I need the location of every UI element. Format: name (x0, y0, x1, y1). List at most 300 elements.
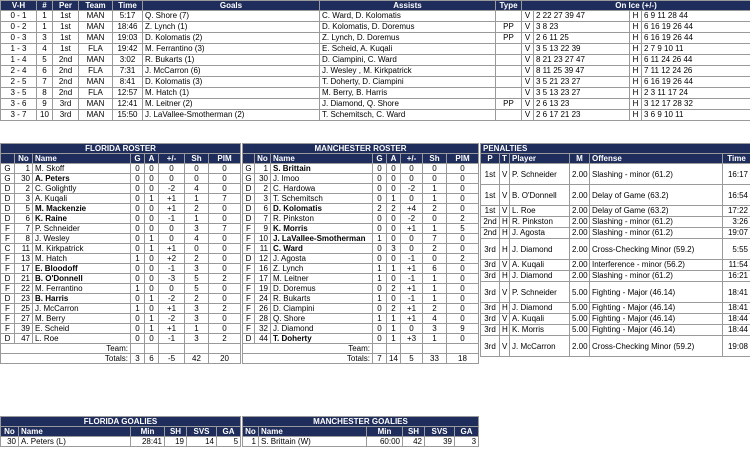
sh-cell: 2 (185, 294, 209, 304)
home-on-ice-cell: 2 3 11 17 24 (642, 88, 750, 99)
sh-cell: 4 (185, 234, 209, 244)
pos-cell: F (1, 254, 15, 264)
a-cell: 0 (145, 224, 159, 234)
pos-cell: D (243, 254, 255, 264)
sh-cell: 2 (185, 254, 209, 264)
number-cell: 11 (255, 244, 271, 254)
number-cell: 19 (255, 284, 271, 294)
col-sh: Sh (423, 154, 447, 164)
col-ga: GA (455, 427, 479, 437)
col-offense: Offense (590, 154, 723, 164)
assists-cell: D. Ciampini, C. Ward (320, 55, 496, 66)
number-cell: 9 (255, 224, 271, 234)
team-cell: H (500, 228, 510, 239)
sh-cell: 1 (423, 274, 447, 284)
pim-cell: 0 (209, 174, 241, 184)
g-cell: 0 (131, 174, 145, 184)
col-pim: PIM (447, 154, 479, 164)
g-cell: 0 (131, 224, 145, 234)
roster-row (1, 234, 241, 244)
name-cell: R. Pinkston (271, 214, 373, 224)
pos-cell: F (1, 284, 15, 294)
a-cell: 0 (145, 334, 159, 344)
period-cell: 3rd (481, 271, 500, 282)
penalty-row (481, 271, 750, 282)
pos-cell: F (243, 244, 255, 254)
a-cell: 0 (387, 214, 401, 224)
pim-cell: 5 (447, 224, 479, 234)
team-cell: H (500, 303, 510, 314)
name-cell: M. Hatch (33, 254, 131, 264)
a-cell: 0 (145, 284, 159, 294)
g-cell: 1 (131, 284, 145, 294)
time-cell: 12:41 (113, 99, 143, 110)
name-cell: J. Agosta (271, 254, 373, 264)
totals-row (1, 354, 241, 364)
col-sh: SH (403, 427, 425, 437)
player-cell: A. Kuqali (510, 314, 570, 325)
penalty-row (481, 260, 750, 271)
time-cell: 16:54 (723, 185, 750, 206)
home-on-ice-cell: 3 6 9 10 11 (642, 110, 750, 121)
home-on-ice-cell: 7 11 12 24 26 (642, 66, 750, 77)
pos-cell: F (243, 234, 255, 244)
sh-cell: 6 (423, 264, 447, 274)
col-name: Name (33, 154, 131, 164)
a-cell: 1 (145, 314, 159, 324)
goalie-row (1, 437, 241, 447)
type-cell (496, 77, 522, 88)
number-cell: 8 (15, 234, 33, 244)
roster-row (1, 244, 241, 254)
pos-cell: D (243, 334, 255, 344)
period-cell: 3rd (481, 260, 500, 271)
scorer-cell: J. McCarron (6) (143, 66, 320, 77)
time-cell: 18:41 (723, 282, 750, 303)
type-cell (496, 66, 522, 77)
roster-row (1, 184, 241, 194)
number-cell: 10 (255, 234, 271, 244)
roster-row (1, 284, 241, 294)
a-cell: 2 (387, 304, 401, 314)
pos-cell: G (1, 164, 15, 174)
roster-row (1, 314, 241, 324)
roster-row (243, 204, 479, 214)
col-player: Player (510, 154, 570, 164)
shots-cell: 19 (165, 437, 187, 447)
g-cell: 0 (131, 184, 145, 194)
pim-cell: 0 (209, 314, 241, 324)
manchester-goalies-header-row (243, 427, 479, 437)
penalty-row (481, 314, 750, 325)
roster-row (243, 284, 479, 294)
a-cell: 1 (145, 244, 159, 254)
number-cell: 17 (15, 264, 33, 274)
minutes-cell: 2.00 (570, 206, 590, 217)
pos-cell: D (243, 184, 255, 194)
offense-cell: Delay of Game (63.2) (590, 206, 723, 217)
totals-label: Totals: (243, 354, 373, 364)
penalty-row (481, 336, 750, 357)
pos-cell: D (1, 294, 15, 304)
col-g: G (131, 154, 145, 164)
number-cell: 3 (255, 194, 271, 204)
pim-cell: 9 (447, 324, 479, 334)
goal-num-cell: 3 (37, 33, 53, 44)
team-cell (373, 344, 387, 354)
header-vh: V-H (1, 1, 37, 11)
plusminus-cell: -1 (159, 334, 185, 344)
goal-row (1, 55, 750, 66)
team-row (243, 344, 479, 354)
florida-roster-table (0, 143, 241, 364)
sh-cell: 3 (185, 314, 209, 324)
type-cell (496, 55, 522, 66)
name-cell: A. Peters (33, 174, 131, 184)
pim-cell: 0 (447, 244, 479, 254)
name-cell: J. Diamond (271, 324, 373, 334)
time-cell: 7:31 (113, 66, 143, 77)
number-cell: 2 (15, 184, 33, 194)
number-cell: 30 (1, 437, 19, 447)
sh-cell: 2 (423, 204, 447, 214)
visitor-label-cell: V (522, 33, 534, 44)
pim-cell: 0 (447, 204, 479, 214)
period-cell: 1st (53, 11, 79, 22)
a-cell: 0 (145, 274, 159, 284)
pos-cell: F (1, 304, 15, 314)
total-sh: 33 (423, 354, 447, 364)
a-cell: 1 (387, 264, 401, 274)
plusminus-cell: 0 (401, 244, 423, 254)
goal-num-cell: 4 (37, 44, 53, 55)
penalty-row (481, 206, 750, 217)
home-label-cell: H (630, 22, 642, 33)
plusminus-cell: 0 (159, 174, 185, 184)
player-cell: K. Morris (510, 325, 570, 336)
col-pim: PIM (209, 154, 241, 164)
a-cell: 1 (145, 294, 159, 304)
col-sh: SH (165, 427, 187, 437)
team-cell: MAN (79, 33, 113, 44)
g-cell: 0 (131, 244, 145, 254)
minutes-cell: 5.00 (570, 314, 590, 325)
g-cell: 0 (373, 214, 387, 224)
roster-row (1, 204, 241, 214)
col-sh: Sh (185, 154, 209, 164)
pim-cell: 2 (209, 334, 241, 344)
home-label-cell: H (630, 66, 642, 77)
team-label: Team: (1, 344, 131, 354)
home-on-ice-cell: 6 9 11 28 44 (642, 11, 750, 22)
a-cell: 0 (145, 254, 159, 264)
visitor-label-cell: V (522, 66, 534, 77)
player-cell: B. O'Donnell (510, 185, 570, 206)
g-cell: 0 (131, 194, 145, 204)
scorer-cell: D. Kolomatis (3) (143, 77, 320, 88)
minutes-cell: 5.00 (570, 325, 590, 336)
roster-row (1, 194, 241, 204)
time-cell: 19:07 (723, 228, 750, 239)
plusminus-cell: -1 (159, 264, 185, 274)
pim-cell: 0 (447, 274, 479, 284)
minutes-cell: 2.00 (570, 336, 590, 357)
a-cell: 0 (387, 224, 401, 234)
plusminus-cell: -1 (401, 274, 423, 284)
home-label-cell: H (630, 77, 642, 88)
team-cell: V (500, 314, 510, 325)
sh-cell: 5 (185, 274, 209, 284)
roster-row (243, 274, 479, 284)
time-cell: 17:22 (723, 206, 750, 217)
a-cell: 0 (145, 164, 159, 174)
plusminus-cell: 0 (401, 164, 423, 174)
pim-cell: 0 (209, 254, 241, 264)
period-cell: 2nd (53, 66, 79, 77)
sh-cell: 0 (423, 174, 447, 184)
plusminus-cell: 0 (159, 284, 185, 294)
scorer-cell: J. LaVallee-Smotherman (2) (143, 110, 320, 121)
a-cell: 1 (387, 334, 401, 344)
team-cell: FLA (79, 66, 113, 77)
scorer-cell: Z. Lynch (1) (143, 22, 320, 33)
name-cell: S. Brittain (271, 164, 373, 174)
home-on-ice-cell: 6 16 19 26 44 (642, 22, 750, 33)
a-cell: 1 (387, 194, 401, 204)
total-plusminus: -5 (159, 354, 185, 364)
minutes-cell: 2.00 (570, 228, 590, 239)
pos-cell: D (1, 184, 15, 194)
number-cell: 22 (15, 284, 33, 294)
header-type: Type (496, 1, 522, 11)
player-cell: P. Schneider (510, 282, 570, 303)
header-on-ice: On Ice (+/-) (522, 1, 750, 11)
pos-cell: F (243, 274, 255, 284)
score-cell: 0 - 3 (1, 33, 37, 44)
player-cell: A. Kuqali (510, 260, 570, 271)
total-pim: 18 (447, 354, 479, 364)
period-cell: 1st (481, 185, 500, 206)
g-cell: 0 (373, 224, 387, 234)
number-cell: 23 (15, 294, 33, 304)
name-cell: K. Raine (33, 214, 131, 224)
plusminus-cell: +1 (401, 264, 423, 274)
number-cell: 39 (15, 324, 33, 334)
plusminus-cell: +1 (401, 314, 423, 324)
total-pim: 20 (209, 354, 241, 364)
header-goals: Goals (143, 1, 320, 11)
penalties-header-row (481, 154, 750, 164)
col-a: A (145, 154, 159, 164)
period-cell: 3rd (53, 99, 79, 110)
pos-cell: F (243, 324, 255, 334)
g-cell: 0 (131, 294, 145, 304)
florida-roster-header-row (1, 154, 241, 164)
sh-cell: 2 (423, 244, 447, 254)
header-num: # (37, 1, 53, 11)
home-label-cell: H (630, 55, 642, 66)
team-cell: MAN (79, 22, 113, 33)
sh-cell: 1 (423, 184, 447, 194)
goal-row (1, 66, 750, 77)
number-cell: 5 (15, 204, 33, 214)
name-cell: L. Roe (33, 334, 131, 344)
number-cell: 1 (243, 437, 259, 447)
roster-row (243, 254, 479, 264)
plusminus-cell: 0 (159, 234, 185, 244)
pos-cell: F (1, 314, 15, 324)
a-cell: 0 (145, 174, 159, 184)
home-on-ice-cell: 6 11 24 26 44 (642, 55, 750, 66)
a-cell: 0 (145, 304, 159, 314)
team-cell: H (500, 325, 510, 336)
plusminus-cell: 0 (401, 174, 423, 184)
saves-cell: 14 (187, 437, 217, 447)
visitor-on-ice-cell: 8 21 23 27 47 (534, 55, 630, 66)
visitor-on-ice-cell: 3 5 13 23 27 (534, 88, 630, 99)
pim-cell: 0 (209, 324, 241, 334)
pos-cell: D (1, 334, 15, 344)
number-cell: 12 (255, 254, 271, 264)
name-cell: A. Peters (L) (19, 437, 131, 447)
team-cell: V (500, 185, 510, 206)
name-cell: C. Golightly (33, 184, 131, 194)
g-cell: 0 (131, 164, 145, 174)
team-cell: FLA (79, 44, 113, 55)
team-cell: H (500, 271, 510, 282)
g-cell: 0 (131, 204, 145, 214)
roster-row (243, 294, 479, 304)
roster-row (243, 264, 479, 274)
team-cell (145, 344, 159, 354)
col-minutes: M (570, 154, 590, 164)
a-cell: 2 (387, 204, 401, 214)
pim-cell: 0 (447, 334, 479, 344)
pim-cell: 0 (447, 184, 479, 194)
visitor-label-cell: V (522, 55, 534, 66)
g-cell: 0 (373, 184, 387, 194)
sh-cell: 0 (423, 164, 447, 174)
period-cell: 1st (481, 206, 500, 217)
a-cell: 1 (387, 324, 401, 334)
name-cell: M. Skoff (33, 164, 131, 174)
visitor-on-ice-cell: 2 22 27 39 47 (534, 11, 630, 22)
goal-row (1, 99, 750, 110)
pim-cell: 2 (447, 254, 479, 264)
number-cell: 13 (15, 254, 33, 264)
home-label-cell: H (630, 44, 642, 55)
manchester-roster-header-row (243, 154, 479, 164)
goal-row (1, 77, 750, 88)
plusminus-cell: -2 (401, 184, 423, 194)
g-cell: 0 (131, 264, 145, 274)
g-cell: 0 (131, 234, 145, 244)
number-cell: 47 (15, 334, 33, 344)
roster-row (1, 174, 241, 184)
sh-cell: 0 (423, 254, 447, 264)
type-cell: PP (496, 99, 522, 110)
a-cell: 0 (145, 264, 159, 274)
roster-row (1, 164, 241, 174)
name-cell: B. O'Donnell (33, 274, 131, 284)
a-cell: 1 (145, 324, 159, 334)
number-cell: 1 (15, 164, 33, 174)
sh-cell: 1 (423, 194, 447, 204)
period-cell: 3rd (481, 336, 500, 357)
home-label-cell: H (630, 11, 642, 22)
goals-against-cell: 3 (455, 437, 479, 447)
a-cell: 0 (145, 214, 159, 224)
pim-cell: 0 (209, 204, 241, 214)
team-cell: V (500, 206, 510, 217)
col-min: Min (131, 427, 165, 437)
col-ga: GA (217, 427, 241, 437)
score-cell: 2 - 5 (1, 77, 37, 88)
team-cell: V (500, 336, 510, 357)
time-cell: 19:08 (723, 336, 750, 357)
name-cell: J. Imoo (271, 174, 373, 184)
period-cell: 2nd (53, 88, 79, 99)
minutes-cell: 5.00 (570, 282, 590, 303)
number-cell: 26 (255, 304, 271, 314)
offense-cell: Slashing - minor (61.2) (590, 217, 723, 228)
roster-row (243, 244, 479, 254)
type-cell (496, 110, 522, 121)
pos-cell: D (243, 204, 255, 214)
home-label-cell: H (630, 99, 642, 110)
penalty-row (481, 282, 750, 303)
pos-cell: F (243, 264, 255, 274)
time-cell: 12:57 (113, 88, 143, 99)
period-cell: 1st (53, 44, 79, 55)
a-cell: 0 (387, 234, 401, 244)
visitor-on-ice-cell: 2 6 11 25 (534, 33, 630, 44)
goal-row (1, 11, 750, 22)
plusminus-cell: +1 (159, 194, 185, 204)
team-cell (209, 344, 241, 354)
plusminus-cell: -3 (159, 274, 185, 284)
a-cell: 0 (387, 174, 401, 184)
total-sh: 42 (185, 354, 209, 364)
goals-table (0, 0, 750, 121)
number-cell: 32 (255, 324, 271, 334)
sh-cell: 0 (185, 164, 209, 174)
time-cell: 19:03 (113, 33, 143, 44)
pos-cell: G (243, 164, 255, 174)
name-cell: P. Schneider (33, 224, 131, 234)
scorer-cell: R. Bukarts (1) (143, 55, 320, 66)
sh-cell: 5 (185, 284, 209, 294)
roster-row (243, 304, 479, 314)
a-cell: 0 (145, 184, 159, 194)
pos-cell: D (243, 194, 255, 204)
sh-cell: 1 (185, 194, 209, 204)
name-cell: A. Kuqali (33, 194, 131, 204)
player-cell: J. Diamond (510, 271, 570, 282)
player-cell: J. Diamond (510, 239, 570, 260)
offense-cell: Cross-Checking Minor (59.2) (590, 239, 723, 260)
pim-cell: 0 (209, 284, 241, 294)
visitor-label-cell: V (522, 99, 534, 110)
offense-cell: Slashing - minor (61.2) (590, 164, 723, 185)
plusminus-cell: -2 (401, 214, 423, 224)
scorer-cell: D. Kolomatis (2) (143, 33, 320, 44)
florida-goalies-header-row (1, 427, 241, 437)
g-cell: 1 (131, 254, 145, 264)
penalty-row (481, 228, 750, 239)
pim-cell: 0 (209, 214, 241, 224)
header-team: Team (79, 1, 113, 11)
